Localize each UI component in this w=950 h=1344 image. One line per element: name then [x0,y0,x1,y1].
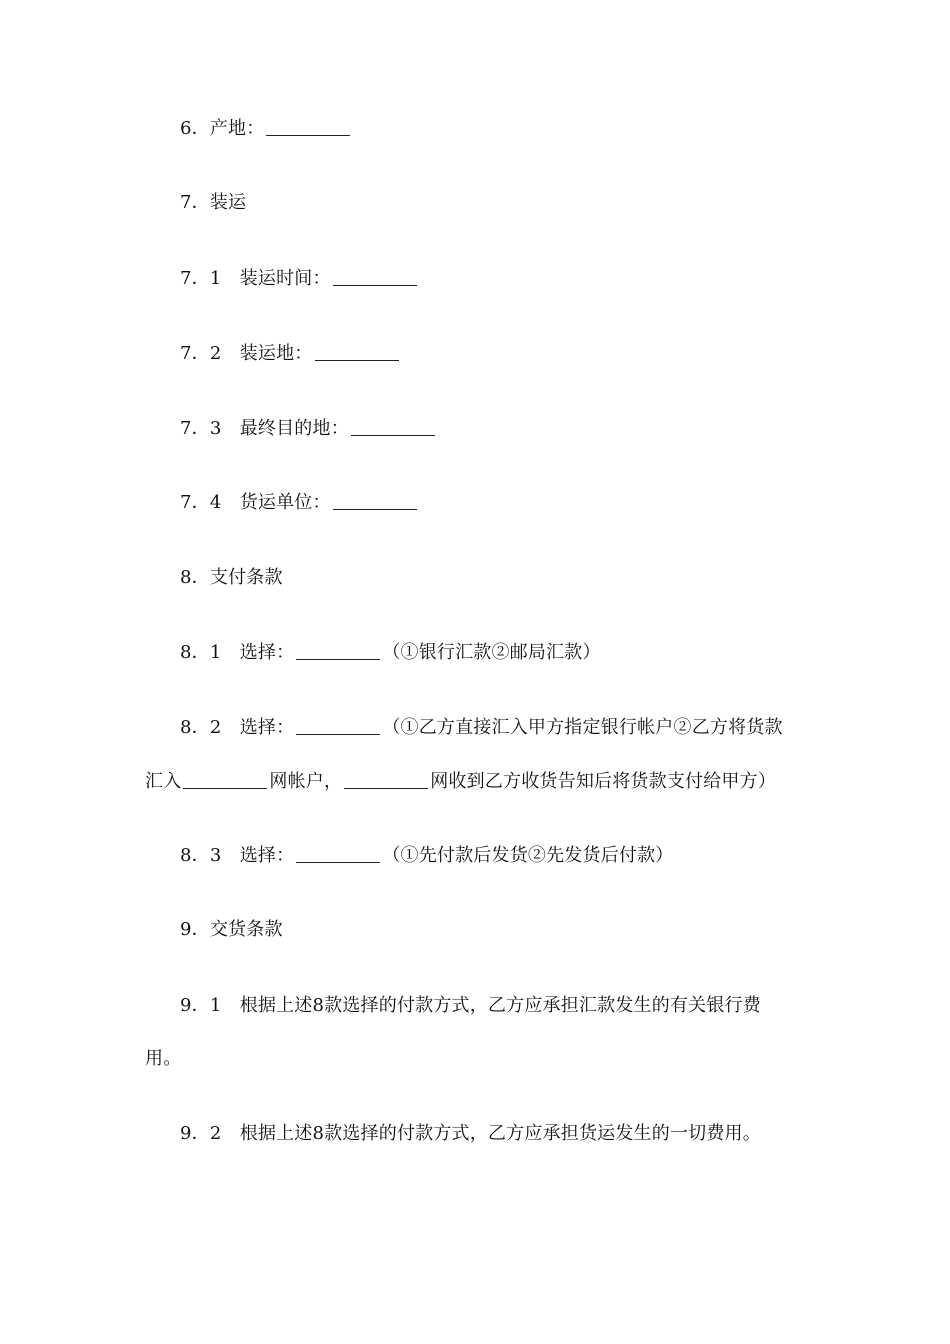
clause-7-2 [180,342,815,366]
clause-text: 7．2 装运地： [180,343,313,364]
clause-text: 用。 [145,1048,182,1069]
clause-text: 9．2 根据上述8款选择的付款方式，乙方应承担货运发生的一切费用。 [180,1123,761,1144]
clause-9-1 [180,994,815,1018]
fill-in-blank [296,716,380,735]
clause-text: 8．支付条款 [180,567,283,588]
fill-in-blank [296,844,380,863]
clause-options: （①乙方直接汇入甲方指定银行帐户②乙方将货款 [382,717,783,738]
clause-text: 7．4 货运单位： [180,492,331,513]
clause-8-3 [180,844,815,868]
clause-8-2-continued [145,770,815,794]
clause-9-heading [180,918,815,942]
fill-in-blank [183,770,267,789]
clause-text: 8．2 选择： [180,717,295,738]
clause-9-2 [180,1122,815,1146]
clause-7-4 [180,491,815,515]
clause-options: （①先付款后发货②先发货后付款） [382,845,674,866]
clause-8-heading [180,566,815,590]
fill-in-blank [266,117,350,136]
clause-6-origin [180,117,815,141]
clause-text: 7．装运 [180,192,247,213]
clause-7-heading [180,191,815,215]
clause-text: 9．1 根据上述8款选择的付款方式，乙方应承担汇款发生的有关银行费 [180,995,761,1016]
clause-text: 网帐户， [269,771,343,792]
fill-in-blank [315,342,399,361]
clause-text: 9．交货条款 [180,919,283,940]
clause-text: 8．3 选择： [180,845,295,866]
clause-text: 汇入 [145,771,182,792]
clause-text: 6．产地： [180,118,265,139]
fill-in-blank [333,267,417,286]
clause-text: 8．1 选择： [180,642,295,663]
fill-in-blank [351,417,435,436]
clause-text: 7．1 装运时间： [180,268,331,289]
clause-9-1-continued [145,1047,815,1071]
fill-in-blank [296,641,380,660]
clause-8-2 [180,716,815,740]
clause-7-3 [180,417,815,441]
fill-in-blank [344,770,428,789]
fill-in-blank [333,491,417,510]
clause-8-1 [180,641,815,665]
clause-text: 7．3 最终目的地： [180,418,349,439]
clause-options: （①银行汇款②邮局汇款） [382,642,601,663]
clause-7-1 [180,267,815,291]
clause-text: 网收到乙方收货告知后将货款支付给甲方） [430,771,777,792]
